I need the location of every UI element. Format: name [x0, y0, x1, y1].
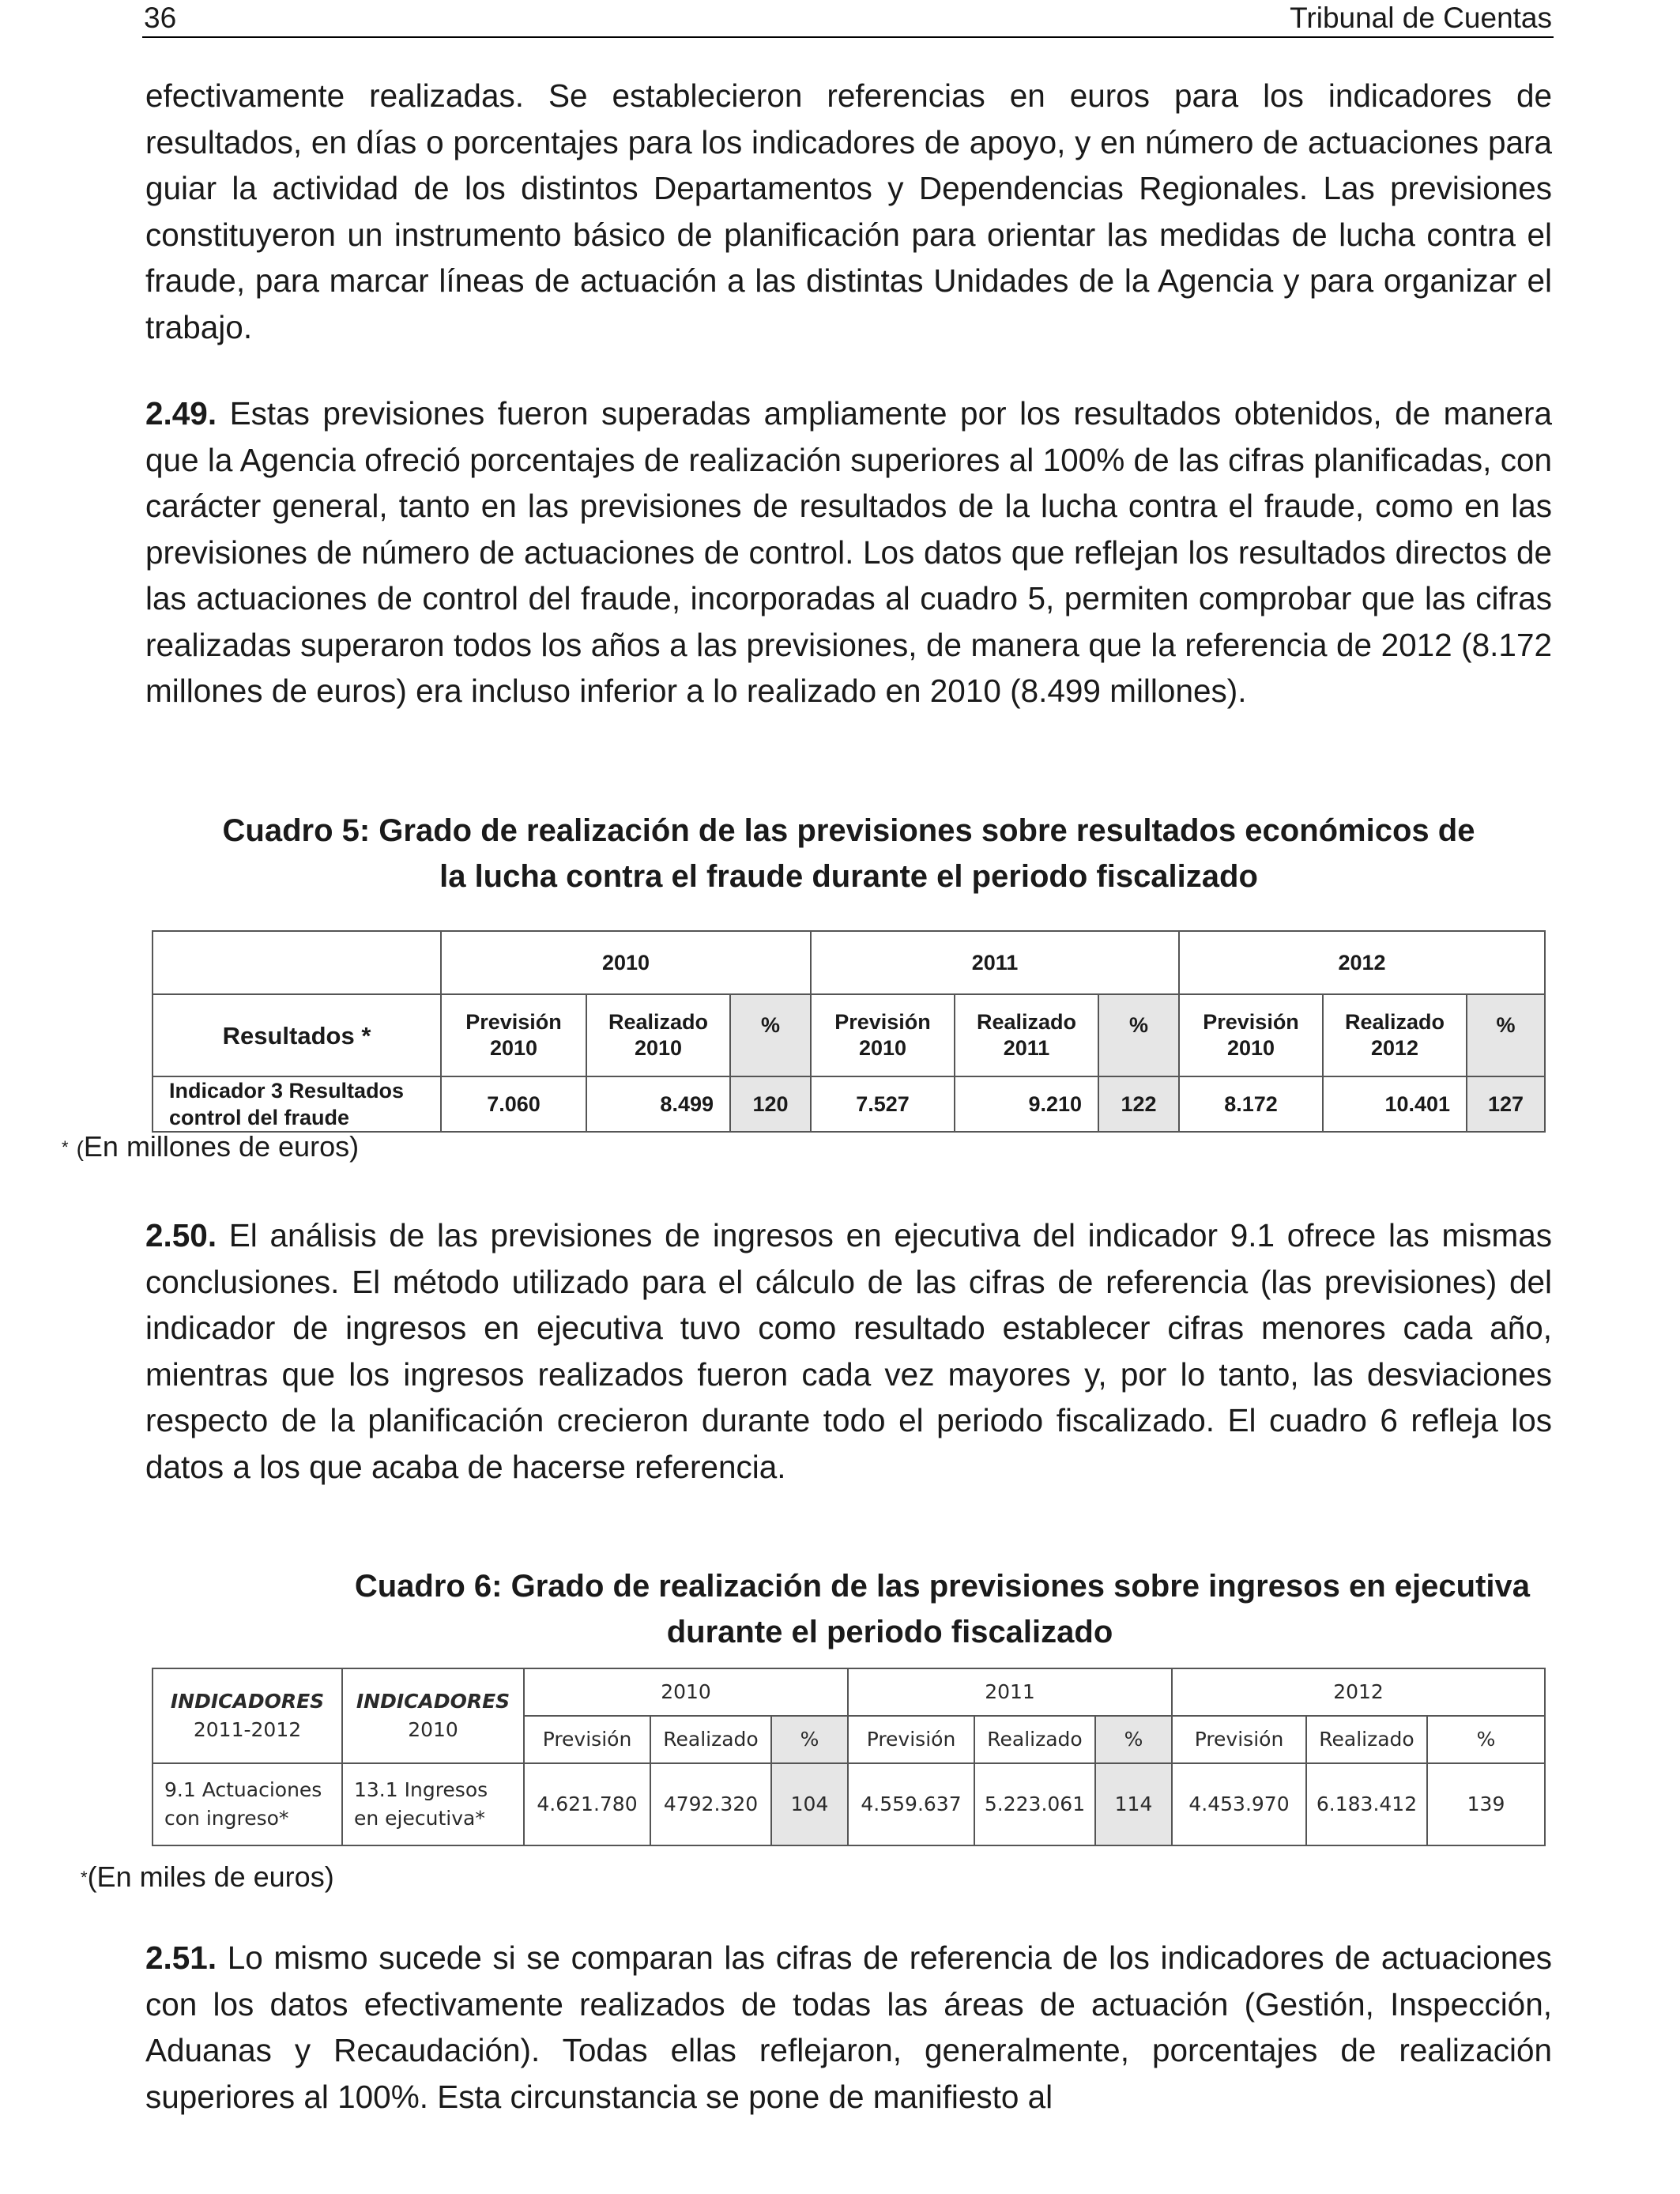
year-header: 2010 [441, 931, 811, 994]
table-cell: 104 [771, 1763, 848, 1845]
table-cell: 5.223.061 [974, 1763, 1095, 1845]
column-header: Previsión [524, 1716, 650, 1763]
table-cell: 4.621.780 [524, 1763, 650, 1845]
table-cell: 127 [1467, 1076, 1545, 1132]
table-cell: 4.453.970 [1172, 1763, 1306, 1845]
column-header: Realizado [1306, 1716, 1427, 1763]
table-cell: 122 [1098, 1076, 1179, 1132]
year-header: 2012 [1179, 931, 1545, 994]
column-header: Previsión 2010 [1179, 994, 1323, 1076]
table-cell: 6.183.412 [1306, 1763, 1427, 1845]
column-header: Realizado 2011 [955, 994, 1098, 1076]
year-header-row [153, 1668, 1545, 1716]
table-cell: 8.499 [586, 1076, 730, 1132]
row-header: Resultados * [153, 994, 441, 1076]
column-header: Previsión 2010 [441, 994, 586, 1076]
column-header: Realizado [650, 1716, 771, 1763]
cuadro-6-caption [237, 1563, 1543, 1655]
running-title: Tribunal de Cuentas [1290, 2, 1552, 34]
row-label: Indicador 3 Resultados control del fraude [153, 1076, 441, 1132]
column-header: Realizado 2010 [586, 994, 730, 1076]
paragraph-text: El análisis de las previsiones de ingresos en ejecutiva del indicador 9.1 ofrece las mismas conclusiones. El método utilizado para el cálculo de las cifras de referencia (las previsiones) del indicador de ingresos en ejecutiva tuvo como resultado establecer cifras menores cada año, mientras que los ingresos realizados fueron cada vez mayores y, por lo tanto, las desviaciones respecto de la planificación crecieron durante todo el periodo fiscalizado. El cuadro 6 refleja los datos a los que acaba de hacerse referencia. [145, 1217, 1552, 1485]
caption-line: la lucha contra el fraude durante el periodo fiscalizado [439, 859, 1258, 894]
cuadro-5-note: * (En millones de euros) [62, 1130, 360, 1163]
caption-line: durante el periodo fiscalizado [666, 1615, 1113, 1649]
indicator-header: INDICADORES 2010 [342, 1668, 524, 1763]
column-header: Realizado [974, 1716, 1095, 1763]
empty-header-cell [153, 931, 441, 994]
paragraph-number: 2.50. [145, 1217, 217, 1253]
paragraph-number: 2.49. [145, 395, 217, 432]
table-row [153, 1763, 1545, 1845]
page-number: 36 [144, 2, 177, 34]
cuadro-5-table [152, 930, 1546, 1133]
indicator-header: INDICADORES 2011-2012 [153, 1668, 342, 1763]
column-header: Previsión 2010 [811, 994, 955, 1076]
table-cell: 9.210 [955, 1076, 1098, 1132]
year-header: 2012 [1172, 1668, 1545, 1716]
cuadro-6-table [152, 1668, 1546, 1846]
column-header: % [730, 994, 811, 1076]
table-cell: 7.060 [441, 1076, 586, 1132]
table-cell: 10.401 [1323, 1076, 1467, 1132]
caption-line: Cuadro 5: Grado de realización de las previsiones sobre resultados económicos de [222, 813, 1475, 848]
table-cell: 7.527 [811, 1076, 955, 1132]
column-header: % [771, 1716, 848, 1763]
table-cell: 139 [1427, 1763, 1545, 1845]
table-row [153, 1076, 1545, 1132]
column-header: Realizado 2012 [1323, 994, 1467, 1076]
column-header-row [153, 994, 1545, 1076]
year-header: 2011 [811, 931, 1179, 994]
table-cell: 4.559.637 [848, 1763, 974, 1845]
column-header: % [1427, 1716, 1545, 1763]
table-cell: 8.172 [1179, 1076, 1323, 1132]
table-cell: 4792.320 [650, 1763, 771, 1845]
paragraph-text: Estas previsiones fueron superadas ampliamente por los resultados obtenidos, de manera que la Agencia ofreció porcentajes de realización superiores al 100% de las cifras planificadas, con carácter general, tanto en las previsiones de resultados de la lucha contra el fraude, como en las previsiones de número de actuaciones de control. Los datos que reflejan los resultados directos de las actuaciones de control del fraude, incorporadas al cuadro 5, permiten comprobar que las cifras realizadas superaron todos los años a las previsiones, de manera que la referencia de 2012 (8.172 millones de euros) era incluso inferior a lo realizado en 2010 (8.499 millones). [145, 395, 1552, 709]
page-header [142, 0, 1554, 38]
paragraph-2-49 [145, 390, 1552, 714]
column-header: % [1098, 994, 1179, 1076]
column-header: % [1467, 994, 1545, 1076]
year-header: 2011 [848, 1668, 1172, 1716]
column-header: Previsión [848, 1716, 974, 1763]
year-header-row [153, 931, 1545, 994]
paragraph-2-50 [145, 1212, 1552, 1490]
paragraph-2-51 [145, 1935, 1552, 2120]
paragraph-continuation: efectivamente realizadas. Se establecieron referencias en euros para los indicadores de resultados, en días o porcentajes para los indicadores de apoyo, y en número de actuaciones para guiar la actividad de los distintos Departamentos y Dependencias Regionales. Las previsiones constituyeron un instrumento básico de planificación para orientar las medidas de lucha contra el fraude, para marcar líneas de actuación a las distintas Unidades de la Agencia y para organizar el trabajo. [145, 77, 1552, 345]
table-cell: 120 [730, 1076, 811, 1132]
cuadro-5-caption [145, 808, 1552, 899]
paragraph-number: 2.51. [145, 1940, 217, 1976]
year-header: 2010 [524, 1668, 848, 1716]
row-label: 13.1 Ingresos en ejecutiva* [342, 1763, 524, 1845]
table-cell: 114 [1095, 1763, 1172, 1845]
cuadro-6-note: *(En miles de euros) [81, 1860, 334, 1893]
caption-line: Cuadro 6: Grado de realización de las previsiones sobre ingresos en ejecutiva [354, 1569, 1530, 1604]
row-label: 9.1 Actuaciones con ingreso* [153, 1763, 342, 1845]
column-header: Previsión [1172, 1716, 1306, 1763]
column-header: % [1095, 1716, 1172, 1763]
paragraph-text: Lo mismo sucede si se comparan las cifras de referencia de los indicadores de actuaciones con los datos efectivamente realizados de todas las áreas de actuación (Gestión, Inspección, Aduanas y Recaudación). Todas ellas reflejaron, generalmente, porcentajes de realización superiores al 100%. Esta circunstancia se pone de manifiesto al [145, 1940, 1552, 2115]
